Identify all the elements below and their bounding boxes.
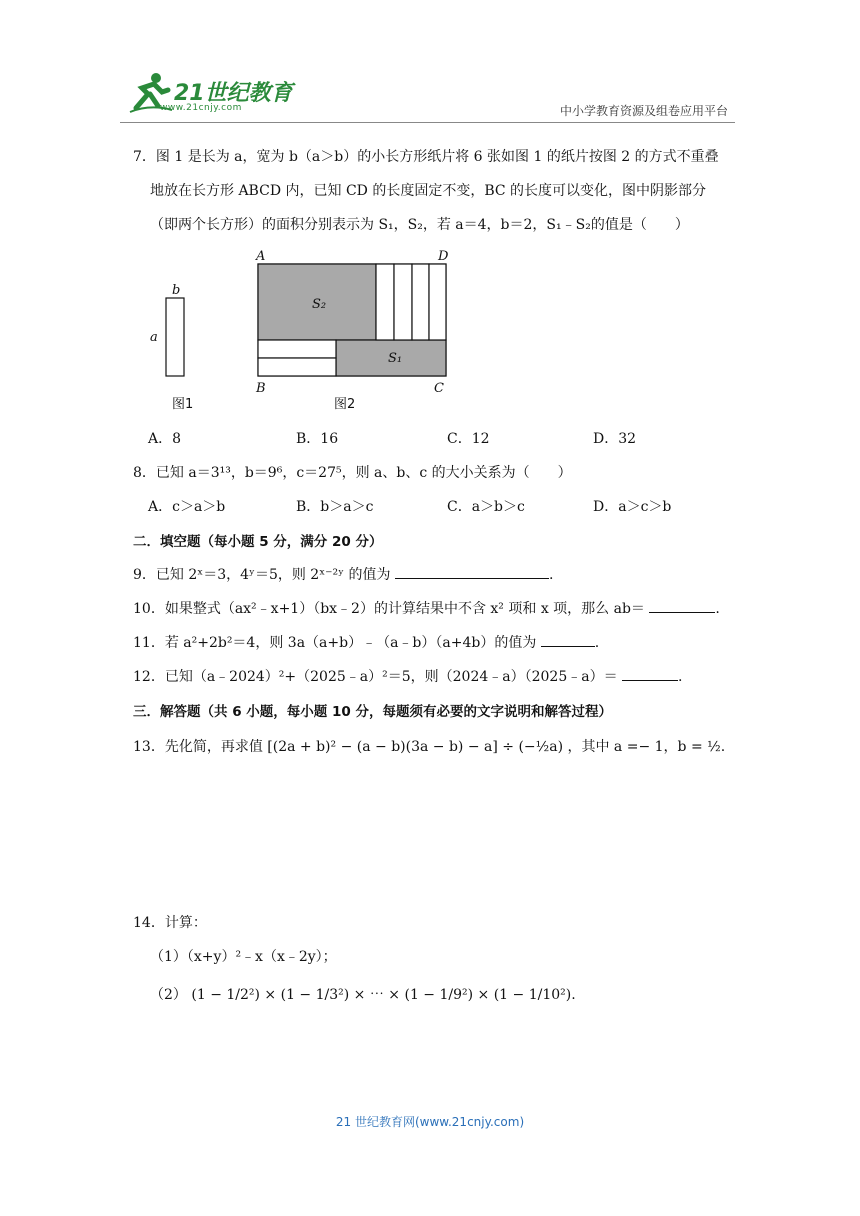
q8-option-a: A．c＞a＞b <box>148 499 226 515</box>
fig1-a-label: a <box>150 330 158 345</box>
q10: 10．如果整式（ax²﹣x+1）（bx﹣2）的计算结果中不含 x² 项和 x 项，那么 ab＝ . <box>133 598 720 618</box>
q13-expression: [(2a + b)² − (a − b)(3a − b) − a] ÷ (−½a) <box>267 739 564 755</box>
fig2-strip <box>376 264 394 340</box>
logo-url: www.21cnjy.com <box>160 103 242 113</box>
q7-option-b: B．16 <box>296 431 339 447</box>
q7-option-c: C．12 <box>447 431 490 447</box>
q7-option-a: A．8 <box>148 431 182 447</box>
q11-text: 11．若 a²+2b²＝4，则 3a（a+b）﹣（a﹣b）（a+4b）的值为 <box>133 635 537 651</box>
q8-option-c: C．a＞b＞c <box>447 499 525 515</box>
q14-part2-label: （2） <box>150 987 187 1003</box>
q8-option-b: B．b＞a＞c <box>296 499 374 515</box>
fig2-caption: 图2 <box>334 397 356 412</box>
q8-stem: 8．已知 a＝3¹³，b＝9⁶，c＝27⁵，则 a、b、c 的大小关系为（ ） <box>133 465 572 481</box>
q12: 12．已知（a﹣2024）²+（2025﹣a）²＝5，则（2024﹣a）（2025﹣a）＝ . <box>133 666 682 686</box>
q7-line2: 地放在长方形 ABCD 内，已知 CD 的长度固定不变，BC 的长度可以变化，图中阴影部分 <box>150 183 707 199</box>
fig2-strip <box>429 264 446 340</box>
q9-text: 9．已知 2ˣ＝3，4ʸ＝5，则 2ˣ⁻²ʸ 的值为 <box>133 567 391 583</box>
fig2-strip <box>412 264 429 340</box>
s1-label: S₁ <box>388 351 403 366</box>
q13 <box>133 736 725 756</box>
q14-part1: （1）（x+y）²﹣x（x﹣2y）； <box>150 949 337 965</box>
fig1-caption: 图1 <box>172 397 194 412</box>
q11: 11．若 a²+2b²＝4，则 3a（a+b）﹣（a﹣b）（a+4b）的值为 . <box>133 632 599 652</box>
fig2-strip <box>258 340 336 358</box>
site-logo <box>128 70 303 120</box>
q9-answer-blank[interactable] <box>395 564 549 579</box>
q7-line3: （即两个长方形）的面积分别表示为 S₁，S₂，若 a＝4，b＝2，S₁﹣S₂的值是（ ） <box>150 217 689 233</box>
s2-label: S₂ <box>312 297 327 312</box>
corner-d: D <box>438 249 449 264</box>
q7-option-d: D．32 <box>593 431 637 447</box>
logo-text: 21世纪教育 <box>174 81 293 106</box>
platform-title: 中小学教育资源及组卷应用平台 <box>559 104 728 118</box>
fig1-rect <box>166 298 184 376</box>
q13-condition: ，其中 a =− 1，b = ½. <box>567 739 726 755</box>
q10-answer-blank[interactable] <box>649 598 715 613</box>
q13-prefix: 13．先化简，再求值 <box>133 739 263 755</box>
section-solve-heading: 三．解答题（共 6 小题，每小题 10 分，每题须有必要的文字说明和解答过程） <box>133 704 612 720</box>
q12-answer-blank[interactable] <box>622 666 678 681</box>
q8-option-d: D．a＞c＞b <box>593 499 672 515</box>
q11-answer-blank[interactable] <box>541 632 595 647</box>
q12-text: 12．已知（a﹣2024）²+（2025﹣a）²＝5，则（2024﹣a）（2025﹣a）＝ <box>133 669 618 685</box>
q7-line1: 7．图 1 是长为 a，宽为 b（a＞b）的小长方形纸片将 6 张如图 1 的纸片按图 2 的方式不重叠 <box>133 149 719 165</box>
q10-text: 10．如果整式（ax²﹣x+1）（bx﹣2）的计算结果中不含 x² 项和 x 项，那么 ab＝ <box>133 601 645 617</box>
q14-part2 <box>150 984 576 1004</box>
corner-b: B <box>256 381 266 396</box>
q14-title: 14．计算： <box>133 915 207 931</box>
header-divider <box>120 122 735 123</box>
fig2-strip <box>258 358 336 376</box>
section-fill-blank-heading: 二．填空题（每小题 5 分，满分 20 分） <box>133 534 383 550</box>
footer-link[interactable]: 21 世纪教育网(www.21cnjy.com) <box>335 1115 525 1129</box>
corner-c: C <box>434 381 444 396</box>
fig2-strip <box>394 264 412 340</box>
q7-figures <box>140 246 460 416</box>
q9: 9．已知 2ˣ＝3，4ʸ＝5，则 2ˣ⁻²ʸ 的值为 . <box>133 564 553 584</box>
fig1-b-label: b <box>172 283 181 298</box>
q14-part2-expression: (1 − 1/2²) × (1 − 1/3²) × ⋯ × (1 − 1/9²) × (1 − 1/10²). <box>191 987 576 1003</box>
corner-a: A <box>256 249 266 264</box>
